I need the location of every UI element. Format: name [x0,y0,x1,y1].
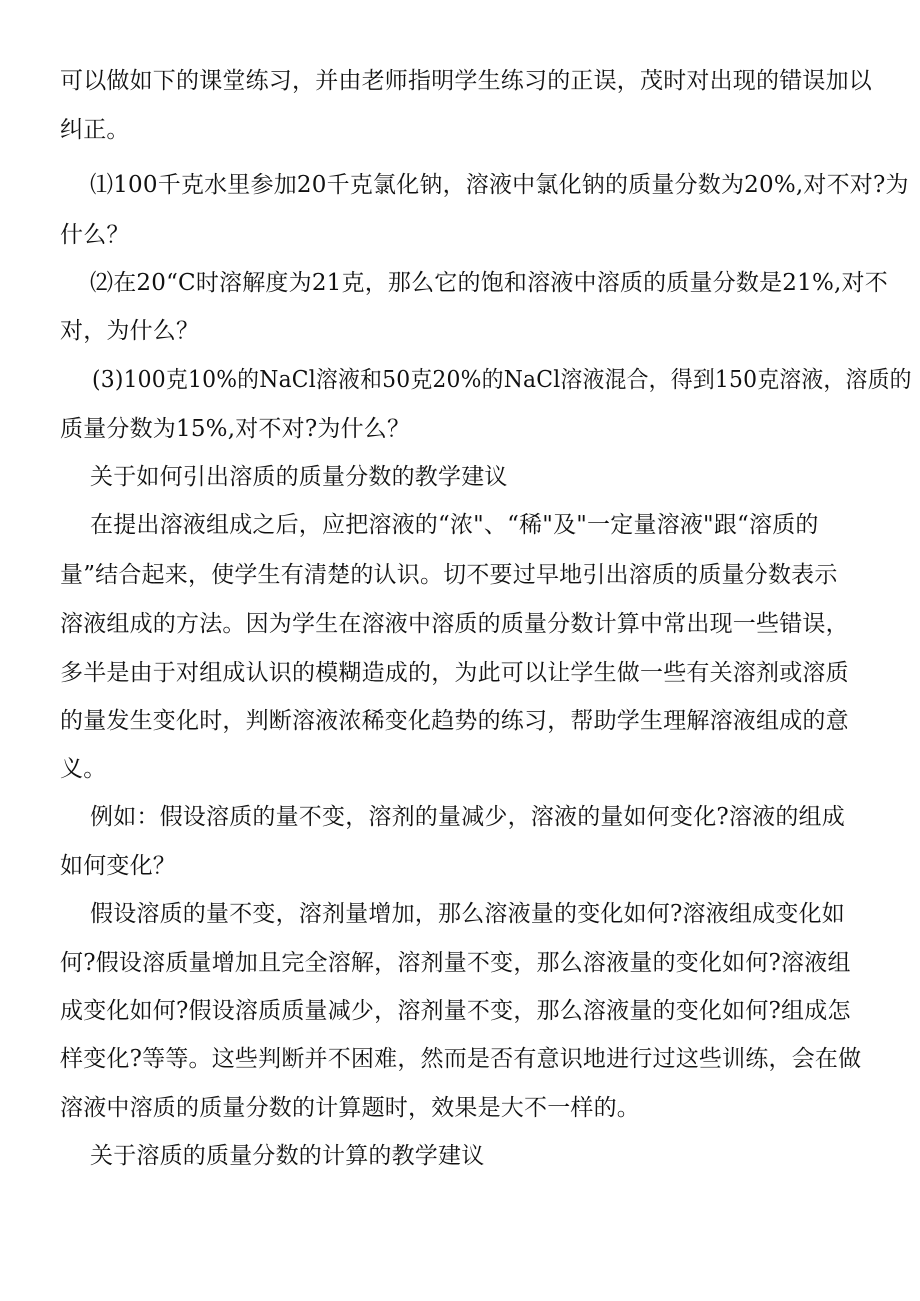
text-line: 何?假设溶质量增加且完全溶解，溶剂量不变，那么溶液量的变化如何?溶液组 [60,950,851,976]
text-line: 对，为什么？ [60,318,200,344]
text-line: 多半是由于对组成认识的模糊造成的，为此可以让学生做一些有关溶剂或溶质 [60,660,849,686]
text-line: 成变化如何?假设溶质质量减少，溶剂量不变，那么溶液量的变化如何?组成怎 [60,998,851,1024]
text-line: 样变化?等等。这些判断并不困难，然而是否有意识地进行过这些训练，会在做 [60,1046,862,1072]
text-line: 纠正。 [60,117,130,143]
text-line: ⑴100千克水里参加20千克氯化钠，溶液中氯化钠的质量分数为20%,对不对?为 [90,172,909,198]
text-line: 溶液中溶质的质量分数的计算题时，效果是大不一样的。 [60,1095,640,1121]
text-line: 义。 [60,756,107,782]
text-line: 如何变化？ [60,853,176,879]
text-line: 量”结合起来，使学生有清楚的认识。切不要过早地引出溶质的质量分数表示 [60,562,838,588]
text-line: 的量发生变化时，判断溶液浓稀变化趋势的练习，帮助学生理解溶液组成的意 [60,708,849,734]
text-line: 什么？ [60,222,130,248]
section-heading: 关于如何引出溶质的质量分数的教学建议 [90,464,508,490]
text-line: 假设溶质的量不变，溶剂量增加，那么溶液量的变化如何?溶液组成变化如 [90,901,845,927]
text-line: 在提出溶液组成之后，应把溶液的“浓"、“稀"及"一定量溶液"跟“溶质的 [90,512,819,538]
text-line: 质量分数为15%,对不对?为什么？ [60,416,411,442]
text-line: 例如：假设溶质的量不变，溶剂的量减少，溶液的量如何变化?溶液的组成 [90,804,845,830]
section-heading: 关于溶质的质量分数的计算的教学建议 [90,1143,485,1169]
text-line: 可以做如下的课堂练习，并由老师指明学生练习的正误，茂时对出现的错误加以 [60,68,872,94]
text-line: 溶液组成的方法。因为学生在溶液中溶质的质量分数计算中常出现一些错误， [60,611,849,637]
text-line: (3)100克10%的NaCl溶液和50克20%的NaCl溶液混合，得到150克溶液，溶质的 [92,367,912,393]
text-line: ⑵在20“C时溶解度为21克，那么它的饱和溶液中溶质的质量分数是21%,对不 [90,270,888,296]
